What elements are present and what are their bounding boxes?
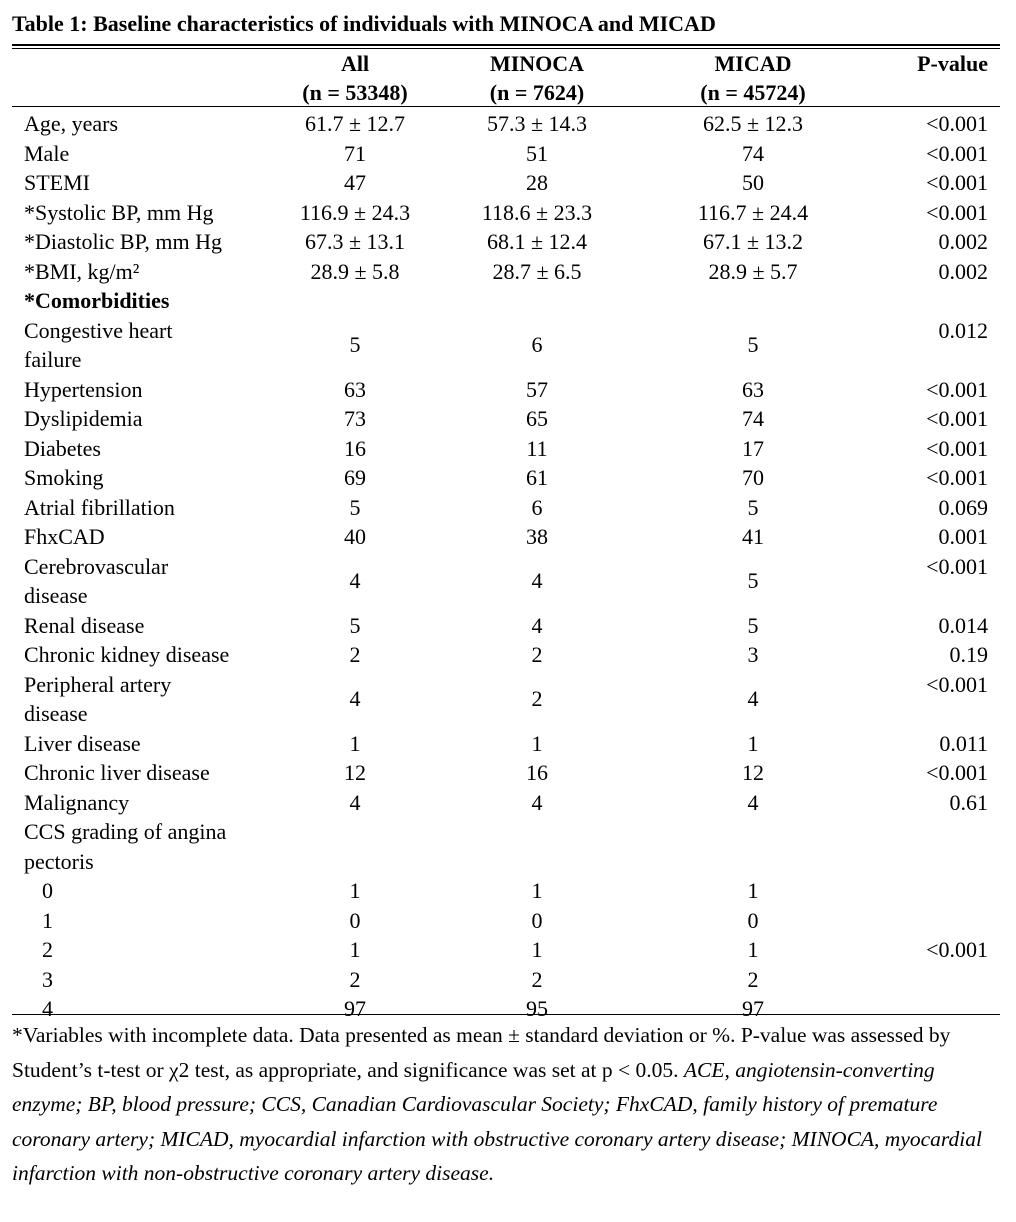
row-label: 2 [42,937,53,962]
cell-pvalue: 0.069 [938,494,988,520]
cell-minoca: 6 [531,332,543,358]
row-label: 0 [42,878,53,903]
row-label: 1 [42,907,53,933]
cell-all: 1 [349,878,361,903]
cell-all: 61.7 ± 12.7 [304,111,406,136]
cell-minoca: 0 [531,907,543,933]
cell-all: 5 [349,332,361,358]
cell-micad: 5 [747,612,759,638]
cell-micad: 116.7 ± 24.4 [697,199,809,225]
cell-pvalue: 0.002 [938,229,988,254]
row-label: 3 [42,966,53,992]
cell-all: 5 [349,494,361,520]
cell-all: 4 [349,789,361,815]
cell-micad: 12 [742,760,764,785]
cell-minoca: 4 [531,789,543,815]
cell-micad: 3 [747,642,759,667]
row-label: Smoking [24,465,104,490]
row-label-cont: disease [24,583,88,608]
cell-pvalue: 0.19 [949,642,988,667]
row-label: Hypertension [24,376,143,402]
row-label: *Diastolic BP, mm Hg [24,229,223,254]
footnote-text: *Variables with incomplete data. Data presented as mean ± standard deviation or %. P-value was assessed by Student’s t-test or χ2 test, as appropriate, and significance was set at p < 0.05. [12,1023,951,1082]
cell-minoca: 57 [526,376,548,402]
cell-all: 67.3 ± 13.1 [304,229,406,254]
cell-minoca: 1 [531,937,543,962]
header-micad: MICAD [714,51,792,76]
cell-all: 12 [344,760,366,785]
bottom-rule [12,1014,1000,1015]
cell-all: 16 [344,435,366,461]
cell-pvalue: <0.001 [926,937,988,962]
cell-all: 116.9 ± 24.3 [299,199,411,225]
row-label: Diabetes [24,435,101,461]
cell-minoca: 6 [531,494,543,520]
row-label: Renal disease [24,612,145,638]
row-label: CCS grading of angina [24,819,227,844]
cell-minoca: 38 [526,524,548,549]
cell-pvalue: <0.001 [926,760,988,785]
cell-all: 71 [344,140,366,166]
cell-all: 28.9 ± 5.8 [310,258,400,284]
row-label-cont: disease [24,701,88,726]
cell-minoca: 57.3 ± 14.3 [486,111,588,136]
cell-all: 2 [349,966,361,992]
cell-pvalue: 0.61 [949,789,988,815]
cell-all: 97 [344,996,366,1021]
cell-micad: 74 [742,140,764,166]
row-label: Liver disease [24,730,141,756]
cell-all: 69 [344,465,366,490]
cell-minoca: 51 [526,140,548,166]
cell-all: 40 [344,524,366,549]
cell-minoca: 28 [526,170,548,195]
top-rule [12,44,1000,46]
cell-micad: 1 [747,937,759,962]
cell-micad: 1 [747,730,759,756]
top-rule-thin [12,48,1000,49]
row-label: 4 [42,996,53,1021]
row-label: Peripheral artery [24,671,172,697]
cell-minoca: 16 [526,760,548,785]
row-label: Age, years [24,111,119,136]
cell-micad: 2 [747,966,759,992]
cell-pvalue: 0.002 [938,258,988,284]
cell-minoca: 2 [531,686,543,712]
cell-pvalue: <0.001 [926,140,988,166]
cell-all: 4 [349,686,361,712]
footnote-abbreviations: ACE, angiotensin-converting enzyme; BP, blood pressure; CCS, Canadian Cardiovascular Society; FhxCAD, family history of premature coronary artery; MICAD, myocardial infarction with obstructive coronary artery disease; MINOCA, myocardial infarction with non-obstructive coronary artery disease. [12,1057,982,1185]
cell-micad: 5 [747,494,759,520]
cell-minoca: 4 [531,568,543,594]
cell-micad: 67.1 ± 13.2 [702,229,804,254]
cell-all: 73 [344,406,366,431]
cell-all: 4 [349,568,361,594]
header-rule [12,106,1000,107]
cell-pvalue: <0.001 [926,465,988,490]
cell-minoca: 118.6 ± 23.3 [481,199,593,225]
cell-pvalue: <0.001 [926,170,988,195]
cell-micad: 28.9 ± 5.7 [708,258,798,284]
cell-micad: 70 [742,465,764,490]
cell-micad: 50 [742,170,764,195]
row-label: Malignancy [24,789,130,815]
row-label: Congestive heart [24,317,173,343]
cell-all: 2 [349,642,361,667]
row-label: Atrial fibrillation [24,494,175,520]
row-label: Chronic liver disease [24,760,210,785]
cell-pvalue: <0.001 [926,406,988,431]
cell-all: 1 [349,730,361,756]
row-label-cont: failure [24,347,82,372]
cell-pvalue: <0.001 [926,553,988,579]
cell-pvalue: 0.012 [938,317,988,343]
cell-micad: 41 [742,524,764,549]
cell-micad: 4 [747,686,759,712]
row-label: *Systolic BP, mm Hg [24,199,214,225]
cell-pvalue: 0.001 [938,524,988,549]
row-label: STEMI [24,170,90,195]
header-all: All [340,51,370,76]
table-footnote [12,1018,1002,1191]
cell-minoca: 95 [526,996,548,1021]
cell-minoca: 2 [531,642,543,667]
cell-micad: 17 [742,435,764,461]
header-pvalue: P-value [917,51,988,76]
cell-micad: 1 [747,878,759,903]
cell-all: 63 [344,376,366,402]
cell-all: 47 [344,170,366,195]
cell-minoca: 11 [526,435,548,461]
cell-micad: 5 [747,568,759,594]
cell-micad: 4 [747,789,759,815]
cell-pvalue: <0.001 [926,111,988,136]
row-label: Cerebrovascular [24,553,169,579]
cell-minoca: 2 [531,966,543,992]
cell-micad: 0 [747,907,759,933]
cell-minoca: 68.1 ± 12.4 [486,229,588,254]
header-all-n: (n = 53348) [302,80,408,105]
header-minoca-n: (n = 7624) [489,80,585,105]
cell-pvalue: <0.001 [926,199,988,225]
cell-pvalue: <0.001 [926,376,988,402]
cell-micad: 63 [742,376,764,402]
cell-micad: 97 [742,996,764,1021]
row-label: *BMI, kg/m² [24,258,140,284]
cell-minoca: 4 [531,612,543,638]
cell-all: 5 [349,612,361,638]
row-label: Male [24,140,70,166]
cell-minoca: 1 [531,730,543,756]
header-minoca: MINOCA [489,51,585,76]
row-label: Chronic kidney disease [24,642,230,667]
cell-minoca: 1 [531,878,543,903]
cell-pvalue: 0.014 [938,612,988,638]
row-label: FhxCAD [24,524,105,549]
table-title: Table 1: Baseline characteristics of individuals with MINOCA and MICAD [12,11,716,36]
row-label: Dyslipidemia [24,406,143,431]
cell-micad: 74 [742,406,764,431]
cell-minoca: 28.7 ± 6.5 [492,258,582,284]
cell-pvalue: <0.001 [926,671,988,697]
cell-pvalue: <0.001 [926,435,988,461]
cell-minoca: 65 [526,406,548,431]
cell-all: 0 [349,907,361,933]
cell-all: 1 [349,937,361,962]
header-micad-n: (n = 45724) [700,80,806,105]
row-label-cont: pectoris [24,848,94,874]
cell-micad: 62.5 ± 12.3 [702,111,804,136]
cell-pvalue: 0.011 [939,730,988,756]
cell-minoca: 61 [526,465,548,490]
cell-micad: 5 [747,332,759,358]
section-heading: *Comorbidities [24,288,170,313]
